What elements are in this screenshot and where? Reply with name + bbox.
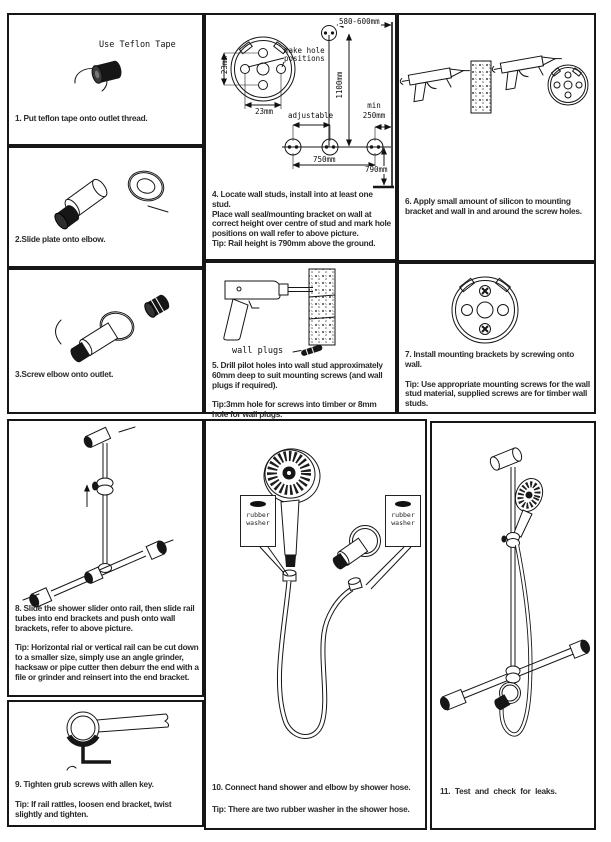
- dim-min: min: [367, 101, 381, 110]
- step-4-caption: 4. Locate wall studs, install into at least one stud.: [212, 189, 373, 209]
- step-9-caption-block: [15, 780, 199, 819]
- step-10-tip: Tip: There are two rubber washer in the shower hose.: [212, 804, 410, 814]
- step-5-caption: 5. Drill pilot holes into wall stud approximately 60mm deep to suit mounting screws (and wall plugs if required).: [212, 360, 383, 390]
- step-10-panel: [204, 419, 427, 830]
- washer-icon: [250, 501, 266, 507]
- dim-23mm-vertical: 23mm: [219, 56, 229, 75]
- rail-assembly-icon: [15, 425, 196, 601]
- rubber-washer-label: rubber washer: [391, 511, 415, 528]
- dim-750mm: 750mm: [313, 155, 336, 164]
- teflon-tape-icon: [67, 49, 137, 101]
- step-4-body: Place wall seal/mounting bracket on wall at correct height over centre of stud and mark hole positions on wall refer to above picture.: [212, 208, 391, 239]
- allen-key-icon: [31, 706, 181, 778]
- elbow-outlet-icon: [29, 286, 189, 368]
- step-8-caption-block: [15, 604, 199, 682]
- complete-assembly-icon: [434, 431, 594, 781]
- step-6-panel: [397, 13, 596, 262]
- step-4-panel: [204, 13, 397, 261]
- rubber-washer-callout-right: [385, 495, 421, 547]
- step-1-caption: 1. Put teflon tape onto outlet thread.: [15, 113, 148, 123]
- dim-adjustable: adjustable: [288, 111, 334, 120]
- step-7-panel: [397, 262, 596, 414]
- dim-250mm: 250mm: [362, 111, 386, 120]
- step-10-caption: 10. Connect hand shower and elbow by shower hose.: [212, 782, 411, 792]
- step-4-tip: Tip: Rail height is 790mm above the ground.: [212, 237, 376, 248]
- step-8-panel: [7, 419, 204, 697]
- step-6-caption: 6. Apply small amount of silicon to mounting bracket and wall in and around the screw holes.: [405, 196, 582, 216]
- step-8-caption: 8. Slide the shower slider onto rail, then slide rail tubes into end brackets and push onto wall brackets, refer to above picture.: [15, 603, 195, 633]
- step-4-caption-block: [212, 190, 392, 249]
- wall-plugs-label: wall plugs: [232, 346, 284, 356]
- rubber-washer-label: rubber washer: [246, 511, 270, 528]
- step-1-panel: [7, 13, 204, 146]
- step-5-tip: Tip:3mm hole for screws into timber or 8mm hole for wall plugs.: [212, 399, 377, 420]
- dim-23mm-horizontal: 23mm: [254, 107, 274, 116]
- washer-icon: [395, 501, 411, 507]
- make-hole-positions-label: make hole positions: [284, 46, 325, 64]
- dim-790mm: 790mm: [365, 165, 388, 174]
- mounting-bracket-icon: [419, 272, 569, 348]
- elbow-plate-icon: [34, 160, 184, 234]
- teflon-tape-label: Use Teflon Tape: [99, 40, 176, 50]
- step-5-caption-block: [212, 361, 392, 420]
- step-2-caption: 2.Slide plate onto elbow.: [15, 234, 106, 244]
- step-9-caption: 9. Tighten grub screws with allen key.: [15, 779, 154, 789]
- step-7-caption-block: [405, 350, 591, 409]
- dim-580-600mm: 580-600mm: [339, 17, 380, 26]
- step-9-tip: Tip: If rail rattles, loosen end bracket, twist slightly and tighten.: [15, 798, 172, 819]
- step-3-caption: 3.Screw elbow onto outlet.: [15, 369, 114, 379]
- silicon-gun-icon: [401, 35, 592, 155]
- step-8-tip: Tip: Horizontal rial or vertical rail can be cut down to a smaller size, simply use an angle grinder, hacksaw or pipe cutter then deburr the end with a file or grinder and reinsert into the end bracket.: [15, 642, 199, 682]
- step-11-caption: 11. Test and check for leaks.: [440, 786, 557, 796]
- step-5-panel: [204, 261, 397, 420]
- step-2-panel: [7, 146, 204, 268]
- step-11-panel: [430, 421, 596, 830]
- step-7-caption: 7. Install mounting brackets by screwing onto wall.: [405, 349, 575, 369]
- step-7-tip: Tip: Use appropriate mounting screws for the wall stud material, supplied screws are for timber wall studs.: [405, 378, 590, 409]
- step-3-panel: [7, 268, 204, 414]
- dim-1100mm: 1100mm: [334, 71, 344, 99]
- step-9-panel: [7, 700, 204, 827]
- hand-shower-hose-icon: [208, 423, 427, 779]
- rubber-washer-callout-left: [240, 495, 276, 547]
